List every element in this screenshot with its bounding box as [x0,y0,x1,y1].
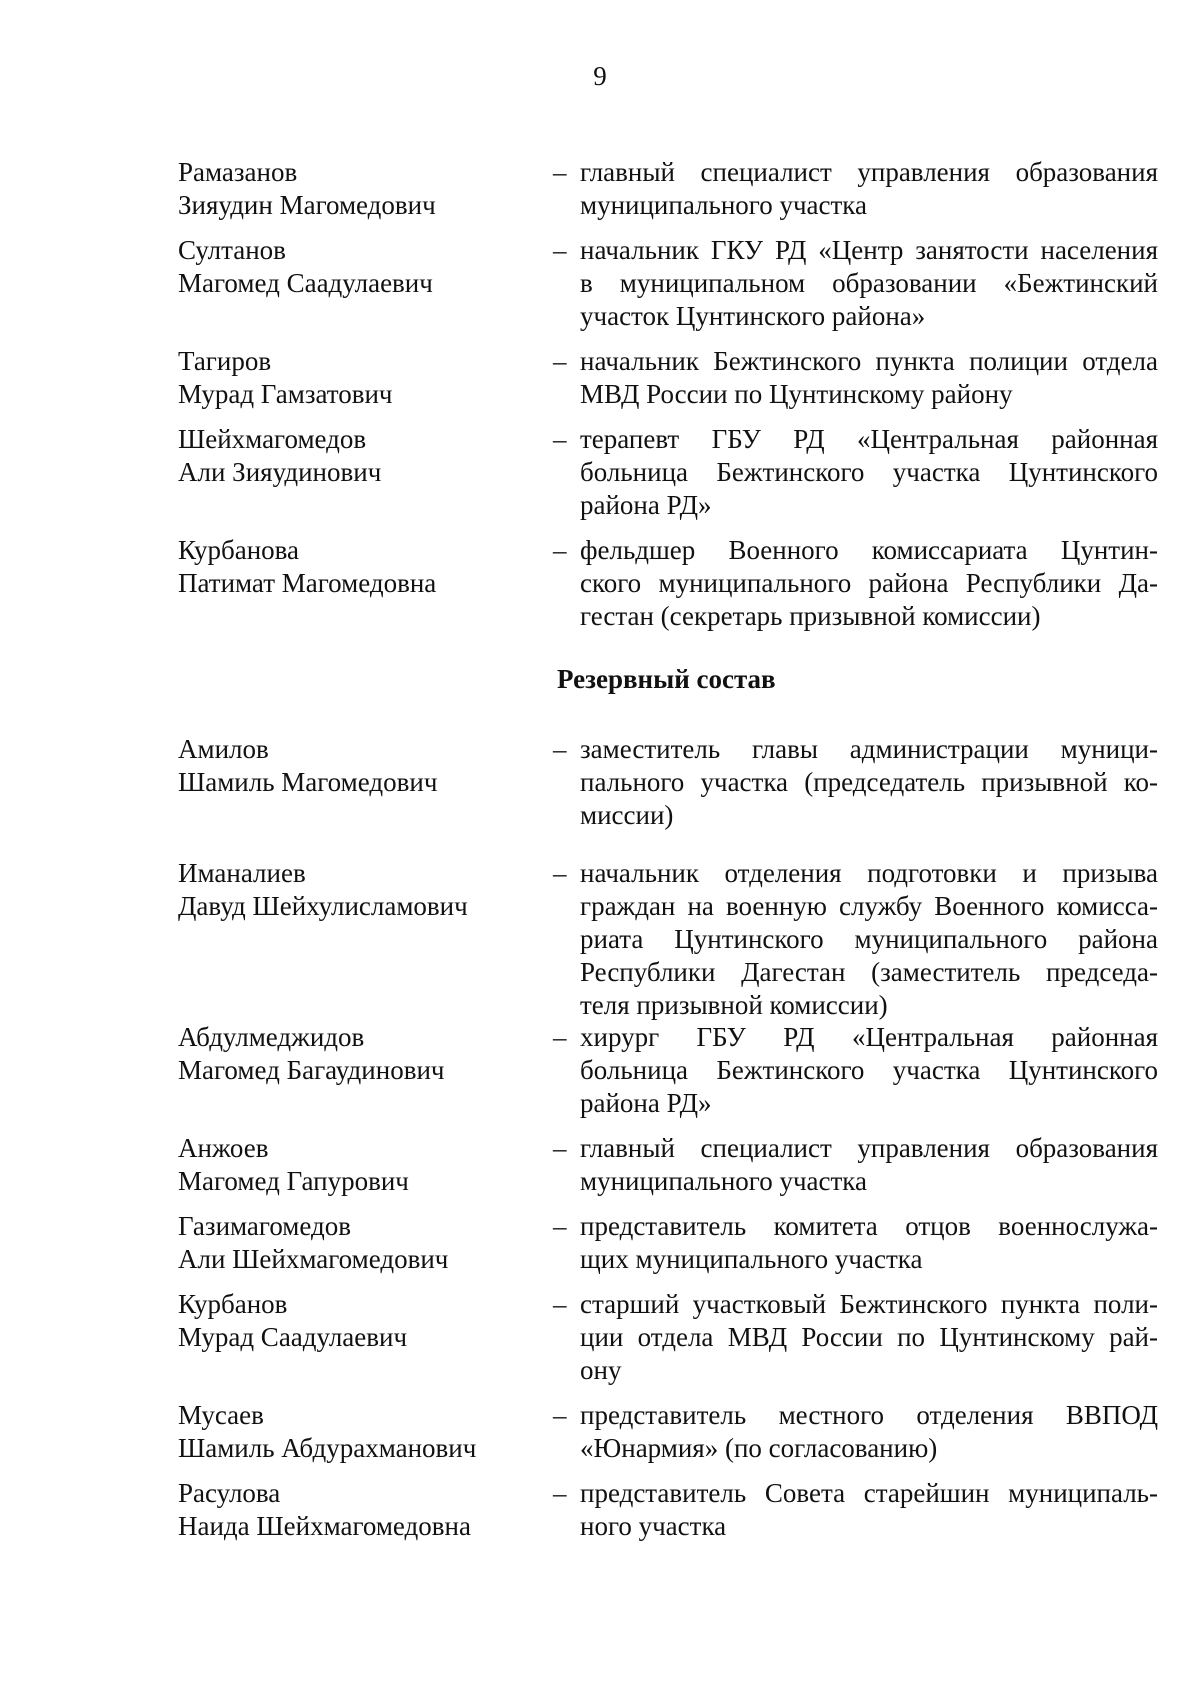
role-line: представитель комитета отцов военнослужа- [580,1211,1158,1241]
page-number: 9 [593,61,607,91]
member-surname: Иманалиев [178,858,306,888]
role-line: представитель местного отделения ВВПОД [580,1400,1158,1430]
member-given-names: Шамиль Абдурахманович [178,1433,477,1463]
member-name [178,156,558,222]
role-line: ского муниципального района Республики Да- [580,568,1158,598]
role-line: больница Бежтинского участка Цунтинского [580,1055,1158,1085]
role-line: больница Бежтинского участка Цунтинского [580,457,1158,487]
role-line: начальник Бежтинского пункта полиции отдела [580,346,1158,376]
role-line: ного участка [580,1511,727,1541]
member-surname: Расулова [178,1478,281,1508]
member-surname: Анжоев [178,1133,269,1163]
member-given-names: Мурад Саадулаевич [178,1322,408,1352]
dash: – [553,1022,567,1052]
member-role [580,1210,1158,1276]
role-line: пального участка (председатель призывной ко- [580,767,1158,797]
role-line: ону [580,1355,622,1385]
member-role [580,234,1158,333]
dash: – [553,734,567,764]
role-line: старший участковый Бежтинского пункта поли- [580,1289,1158,1319]
section-heading: Резервный состав [557,664,776,694]
role-line: миссии) [580,800,674,830]
member-given-names: Али Зияудинович [178,457,382,487]
role-line: начальник ГКУ РД «Центр занятости населения [580,235,1158,265]
member-surname: Курбанова [178,535,300,565]
role-line: района РД» [580,1088,712,1118]
dash: – [553,424,567,454]
role-line: теля призывной комиссии) [580,990,888,1020]
member-name [178,1210,558,1276]
member-surname: Амилов [178,734,269,764]
dash: – [553,235,567,265]
dash: – [553,535,567,565]
role-line: фельдшер Военного комиссариата Цунтин- [580,535,1158,565]
role-line: ции отдела МВД России по Цунтинскому рай- [580,1322,1158,1352]
member-given-names: Магомед Багаудинович [178,1055,445,1085]
role-line: заместитель главы администрации муници- [580,734,1158,764]
member-surname: Курбанов [178,1289,288,1319]
member-given-names: Зияудин Магомедович [178,190,436,220]
dash: – [553,858,567,888]
member-given-names: Мурад Гамзатович [178,379,393,409]
role-line: главный специалист управления образования [580,1133,1158,1163]
member-surname: Султанов [178,235,286,265]
dash: – [553,346,567,376]
member-role [580,857,1158,1022]
member-role [580,534,1158,633]
member-surname: Газимагомедов [178,1211,352,1241]
role-line: терапевт ГБУ РД «Центральная районная [580,424,1158,454]
member-surname: Шейхмагомедов [178,424,367,454]
member-given-names: Али Шейхмагомедович [178,1244,449,1274]
member-role [580,1399,1158,1465]
member-given-names: Магомед Гапурович [178,1166,409,1196]
member-role [580,1021,1158,1120]
member-surname: Рамазанов [178,157,298,187]
role-line: Республики Дагестан (заместитель председа- [580,957,1158,987]
member-name [178,1132,558,1198]
member-role [580,1477,1158,1543]
role-line: участок Цунтинского района» [580,301,926,331]
member-name [178,1021,558,1087]
member-name [178,857,558,923]
member-role [580,1288,1158,1387]
role-line: главный специалист управления образования [580,157,1158,187]
member-name [178,234,558,300]
member-name [178,534,558,600]
member-given-names: Шамиль Магомедович [178,767,438,797]
dash: – [553,1400,567,1430]
dash: – [553,1211,567,1241]
member-name [178,1477,558,1543]
member-role [580,1132,1158,1198]
member-role [580,423,1158,522]
role-line: риата Цунтинского муниципального района [580,924,1158,954]
member-name [178,1288,558,1354]
role-line: щих муниципального участка [580,1244,923,1274]
member-given-names: Давуд Шейхулисламович [178,891,468,921]
member-role [580,156,1158,222]
role-line: района РД» [580,490,712,520]
role-line: представитель Совета старейшин муниципаль- [580,1478,1158,1508]
member-surname: Тагиров [178,346,272,376]
member-name [178,423,558,489]
role-line: в муниципальном образовании «Бежтинский [580,268,1158,298]
member-role [580,345,1158,411]
role-line: муниципального участка [580,190,867,220]
member-role [580,733,1158,832]
member-name [178,1399,558,1465]
member-name [178,345,558,411]
dash: – [553,1289,567,1319]
role-line: МВД России по Цунтинскому району [580,379,1013,409]
role-line: начальник отделения подготовки и призыва [580,858,1158,888]
dash: – [553,1478,567,1508]
role-line: «Юнармия» (по согласованию) [580,1433,938,1463]
member-given-names: Магомед Саадулаевич [178,268,433,298]
member-surname: Мусаев [178,1400,264,1430]
member-given-names: Патимат Магомедовна [178,568,437,598]
dash: – [553,157,567,187]
dash: – [553,1133,567,1163]
role-line: гестан (секретарь призывной комиссии) [580,601,1041,631]
member-given-names: Наида Шейхмагомедовна [178,1511,471,1541]
role-line: хирург ГБУ РД «Центральная районная [580,1022,1158,1052]
role-line: муниципального участка [580,1166,867,1196]
role-line: граждан на военную службу Военного комисса- [580,891,1158,921]
member-name [178,733,558,799]
member-surname: Абдулмеджидов [178,1022,365,1052]
